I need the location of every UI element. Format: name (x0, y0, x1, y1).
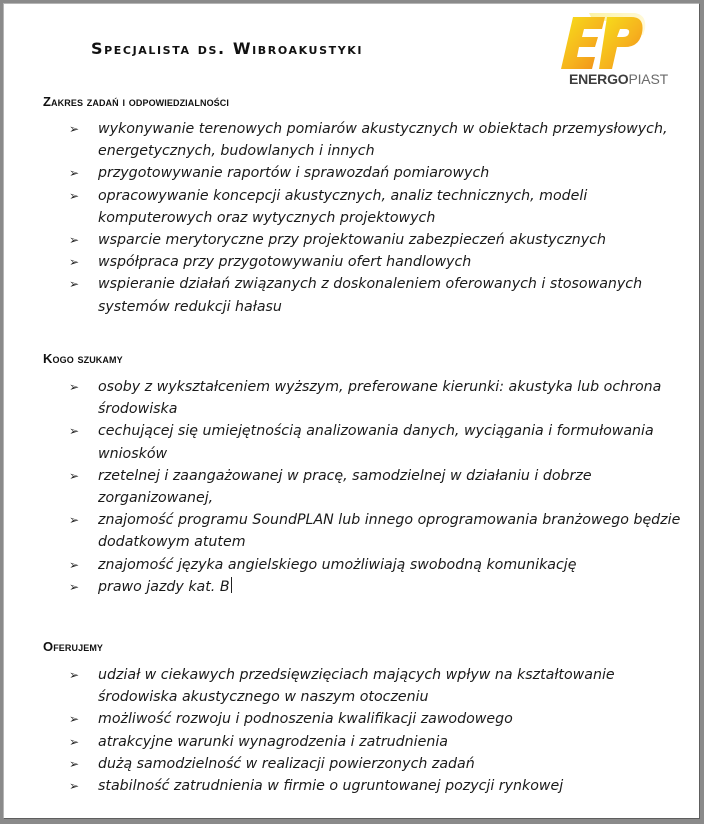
section-heading-requirements: Kogo szukamy (43, 351, 123, 366)
list-item-text: osoby z wykształceniem wyższym, preferowane kierunki: akustyka lub ochrona środowiska (98, 379, 662, 418)
arrow-bullet-icon: ➢ (69, 779, 80, 794)
list-item-text: znajomość programu SoundPLAN lub innego oprogramowania branżowego będzie dodatkowym atutem (98, 512, 681, 551)
requirements-list (69, 376, 689, 598)
list-item-text: współpraca przy przygotowywaniu ofert handlowych (98, 254, 472, 271)
arrow-bullet-icon: ➢ (69, 380, 80, 394)
offer-list (69, 664, 689, 797)
section-heading-responsibilities: Zakres zadań i odpowiedzialności (43, 94, 229, 109)
list-item (69, 509, 689, 553)
arrow-bullet-icon: ➢ (69, 712, 80, 727)
arrow-bullet-icon: ➢ (69, 233, 80, 248)
list-item (69, 229, 689, 251)
list-item-text: stabilność zatrudnienia w firmie o ugruntowanej pozycji rynkowej (98, 778, 564, 795)
arrow-bullet-icon: ➢ (69, 255, 80, 270)
job-title: Specjalista ds. Wibroakustyki (91, 39, 364, 58)
list-item (69, 376, 689, 420)
arrow-bullet-icon: ➢ (69, 756, 80, 771)
list-item-text: znajomość języka angielskiego umożliwiają swobodną komunikację (98, 556, 577, 573)
arrow-bullet-icon: ➢ (69, 734, 80, 749)
arrow-bullet-icon: ➢ (69, 513, 80, 528)
list-item-text: wsparcie merytoryczne przy projektowaniu zabezpieczeń akustycznych (98, 232, 606, 249)
list-item (69, 731, 689, 753)
list-item-text: wspieranie działań związanych z doskonaleniem oferowanych i stosowanych systemów redukcji hałasu (98, 276, 643, 315)
list-item-text: dużą samodzielność w realizacji powierzonych zadań (98, 755, 475, 772)
list-item-text: rzetelnej i zaangażowanej w pracę, samodzielnej w działaniu i dobrze zorganizowanej, (98, 467, 592, 507)
arrow-bullet-icon: ➢ (69, 668, 80, 682)
ep-monogram-icon (559, 11, 649, 71)
arrow-bullet-icon: ➢ (69, 557, 80, 572)
list-item (69, 185, 689, 229)
list-item (69, 664, 689, 708)
list-item (69, 420, 689, 464)
text-cursor (231, 577, 232, 593)
arrow-bullet-icon: ➢ (69, 424, 80, 439)
list-item-text: opracowywanie koncepcji akustycznych, analiz technicznych, modeli komputerowych oraz wytycznych projektowych (98, 187, 588, 226)
section-heading-offer: Oferujemy (43, 639, 104, 654)
arrow-bullet-icon: ➢ (69, 188, 80, 203)
list-item-text: cechującej się umiejętnością analizowania danych, wyciągania i formułowania wniosków (98, 423, 654, 462)
list-item-text: atrakcyjne warunki wynagrodzenia i zatrudnienia (98, 733, 448, 750)
list-item (69, 753, 689, 775)
list-item (69, 162, 689, 184)
list-item (69, 554, 689, 576)
list-item-text: przygotowywanie raportów i sprawozdań pomiarowych (98, 165, 490, 182)
list-item (69, 708, 689, 730)
list-item-text: możliwość rozwoju i podnoszenia kwalifikacji zawodowego (98, 711, 513, 728)
list-item-text: wykonywanie terenowych pomiarów akustycznych w obiektach przemysłowych, energetycznych, budowlanych i innych (98, 121, 668, 160)
arrow-bullet-icon: ➢ (69, 277, 80, 292)
responsibilities-list (69, 118, 689, 318)
arrow-bullet-icon: ➢ (69, 166, 80, 181)
arrow-bullet-icon: ➢ (69, 579, 80, 594)
energopiast-logo (559, 11, 668, 91)
arrow-bullet-icon: ➢ (69, 122, 80, 136)
list-item (69, 251, 689, 273)
list-item (69, 576, 689, 598)
list-item-text: udział w ciekawych przedsięwzięciach mających wpływ na kształtowanie środowiska akustycznego w naszym otoczeniu (98, 667, 615, 706)
list-item (69, 118, 689, 162)
list-item (69, 465, 689, 509)
list-item (69, 775, 689, 797)
list-item-text: prawo jazdy kat. B (98, 578, 230, 595)
list-item (69, 273, 689, 317)
logo-wordmark: ENERGOPIAST (569, 71, 668, 87)
arrow-bullet-icon: ➢ (69, 468, 80, 483)
